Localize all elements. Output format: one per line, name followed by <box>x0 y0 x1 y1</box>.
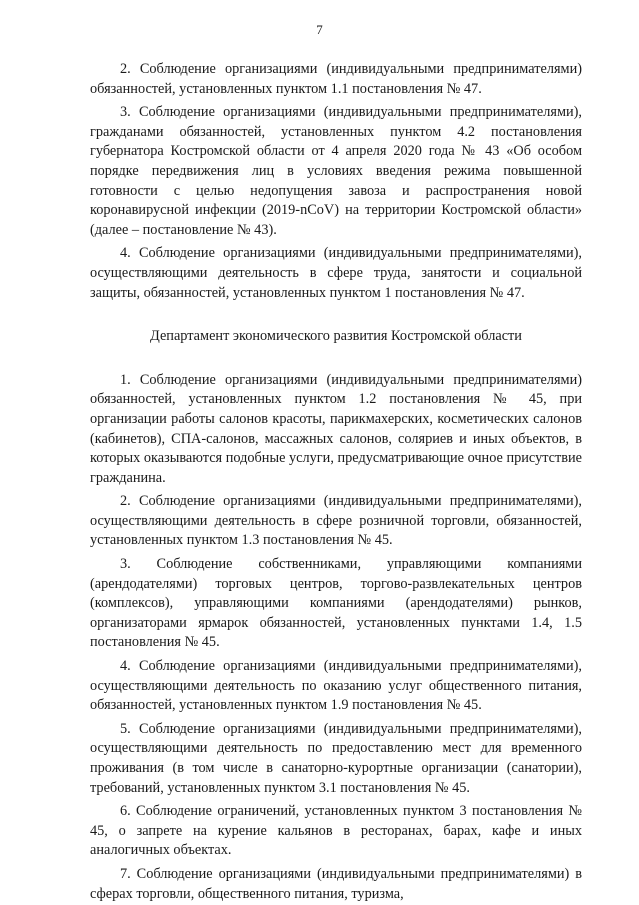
paragraph-b7: 7. Соблюдение организациями (индивидуальными предпринимателями) в сферах торговли, общественного питания, туризма, <box>90 865 582 902</box>
paragraph-a4: 4. Соблюдение организациями (индивидуальными предпринимателями), осуществляющими деятельность в сфере труда, занятости и социальной защиты, обязанностей, установленных пунктом 1 постановления № 47. <box>90 245 582 301</box>
paragraph-b1: 1. Соблюдение организациями (индивидуальными предпринимателями) обязанностей, установленных пунктом 1.2 постановления № 45, при организации работы салонов красоты, парикмахерских, косметических салонов (кабинетов), СПА-салонов, массажных салонов, соляриев и иных объектов, в которых оказываются подобные услуги, предусматривающие очное присутствие гражданина. <box>90 371 582 486</box>
paragraph-b3: 3. Соблюдение собственниками, управляющими компаниями (арендодателями) торговых центров, торгово-развлекательных центров (комплексов), управляющими компаниями (арендодателями) рынков, организаторами ярмарок обязанностей, установленных пунктами 1.4, 1.5 постановления № 45. <box>90 556 582 651</box>
paragraph-b4: 4. Соблюдение организациями (индивидуальными предпринимателями), осуществляющими деятельность по оказанию услуг общественного питания, обязанностей, установленных пунктом 1.9 постановления № 45. <box>90 658 582 714</box>
paragraph-a3: 3. Соблюдение организациями (индивидуальными предпринимателями), гражданами обязанностей, установленных пунктом 4.2 постановления губернатора Костромской области от 4 апреля 2020 года № 43 «Об особом порядке передвижения лиц в условиях введения режима повышенной готовности с целью недопущения завоза и распространения новой коронавирусной инфекции (2019-nCoV) на территории Костромской области» (далее – постановление № 43). <box>90 104 582 238</box>
document-body <box>90 60 582 904</box>
paragraph-a2: 2. Соблюдение организациями (индивидуальными предпринимателями) обязанностей, установленных пунктом 1.1 постановления № 47. <box>90 61 582 97</box>
page-number: 7 <box>316 22 323 37</box>
paragraph-b5: 5. Соблюдение организациями (индивидуальными предпринимателями), осуществляющими деятельность по предоставлению мест для временного проживания (в том числе в санаторно-курортные организации (санатории), требований, установленных пунктом 3.1 постановления № 45. <box>90 720 582 796</box>
paragraph-b2: 2. Соблюдение организациями (индивидуальными предпринимателями), осуществляющими деятельность в сфере розничной торговли, обязанностей, установленных пунктом 1.3 постановления № 45. <box>90 493 582 549</box>
paragraph-b6: 6. Соблюдение ограничений, установленных пунктом 3 постановления № 45, о запрете на курение кальянов в ресторанах, барах, кафе и иных аналогичных объектах. <box>90 803 582 859</box>
section-heading: Департамент экономического развития Костромской области <box>150 328 522 345</box>
